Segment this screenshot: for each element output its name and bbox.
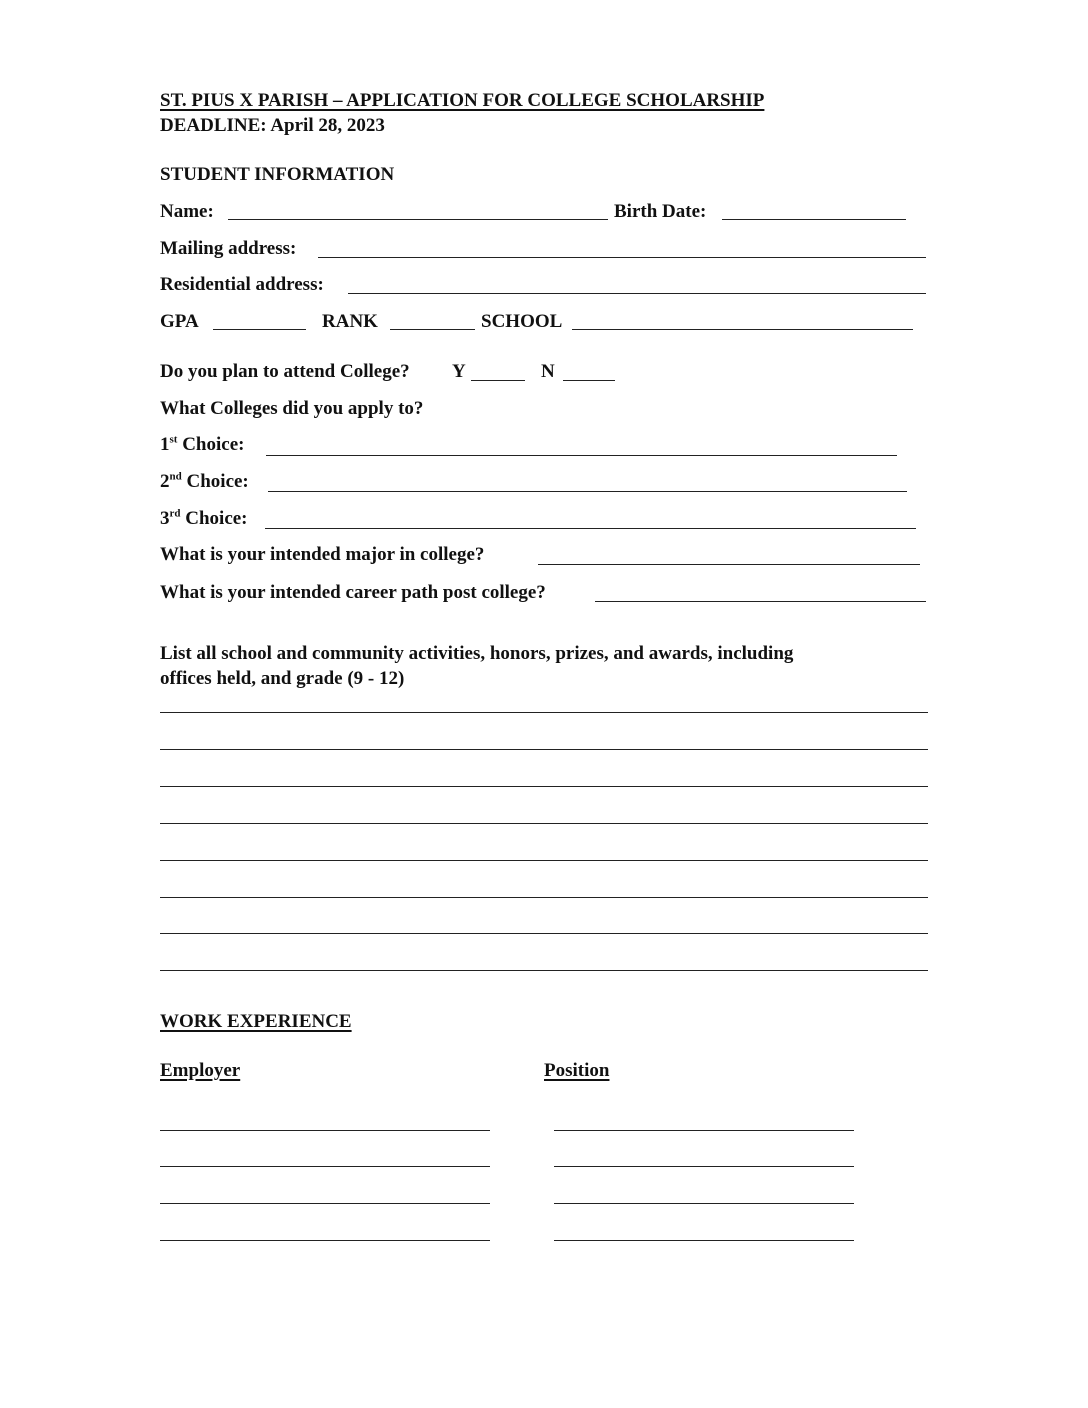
first-choice-field[interactable] bbox=[266, 455, 897, 456]
school-field[interactable] bbox=[572, 329, 913, 330]
birth-date-label: Birth Date: bbox=[614, 201, 707, 222]
colleges-applied-question: What Colleges did you apply to? bbox=[160, 398, 424, 419]
residential-address-field[interactable] bbox=[348, 293, 926, 294]
rank-label: RANK bbox=[322, 311, 378, 332]
major-question: What is your intended major in college? bbox=[160, 544, 485, 565]
mailing-address-field[interactable] bbox=[318, 257, 926, 258]
major-field[interactable] bbox=[538, 564, 920, 565]
activities-prompt-line2: offices held, and grade (9 - 12) bbox=[160, 668, 405, 689]
third-choice-field[interactable] bbox=[265, 528, 916, 529]
activities-line[interactable] bbox=[160, 749, 928, 750]
gpa-field[interactable] bbox=[213, 329, 306, 330]
residential-address-label: Residential address: bbox=[160, 274, 324, 295]
position-line[interactable] bbox=[554, 1166, 854, 1167]
career-question: What is your intended career path post college? bbox=[160, 582, 546, 603]
employer-line[interactable] bbox=[160, 1166, 490, 1167]
activities-line[interactable] bbox=[160, 860, 928, 861]
second-choice-label: 2nd Choice: bbox=[160, 470, 249, 492]
gpa-label: GPA bbox=[160, 311, 199, 332]
activities-line[interactable] bbox=[160, 933, 928, 934]
employer-line[interactable] bbox=[160, 1203, 490, 1204]
third-choice-label: 3rd Choice: bbox=[160, 507, 248, 529]
mailing-address-label: Mailing address: bbox=[160, 238, 297, 259]
attend-college-question: Do you plan to attend College? bbox=[160, 361, 410, 382]
name-field[interactable] bbox=[228, 219, 608, 220]
first-choice-label: 1st Choice: bbox=[160, 433, 245, 455]
activities-line[interactable] bbox=[160, 712, 928, 713]
birth-date-field[interactable] bbox=[722, 219, 906, 220]
school-label: SCHOOL bbox=[481, 311, 563, 332]
activities-line[interactable] bbox=[160, 970, 928, 971]
student-info-heading: STUDENT INFORMATION bbox=[160, 164, 395, 185]
work-experience-heading: WORK EXPERIENCE bbox=[160, 1011, 352, 1032]
activities-prompt-line1: List all school and community activities, honors, prizes, and awards, including bbox=[160, 643, 794, 664]
no-label: N bbox=[541, 361, 555, 382]
yes-label: Y bbox=[452, 361, 466, 382]
position-heading: Position bbox=[544, 1060, 610, 1081]
form-title: ST. PIUS X PARISH – APPLICATION FOR COLLEGE SCHOLARSHIP bbox=[160, 90, 765, 111]
position-line[interactable] bbox=[554, 1240, 854, 1241]
employer-line[interactable] bbox=[160, 1240, 490, 1241]
activities-line[interactable] bbox=[160, 786, 928, 787]
position-line[interactable] bbox=[554, 1203, 854, 1204]
position-line[interactable] bbox=[554, 1130, 854, 1131]
employer-heading: Employer bbox=[160, 1060, 241, 1081]
activities-line[interactable] bbox=[160, 897, 928, 898]
employer-line[interactable] bbox=[160, 1130, 490, 1131]
activities-line[interactable] bbox=[160, 823, 928, 824]
yes-field[interactable] bbox=[471, 380, 525, 381]
career-field[interactable] bbox=[595, 601, 926, 602]
no-field[interactable] bbox=[563, 380, 615, 381]
name-label: Name: bbox=[160, 201, 214, 222]
rank-field[interactable] bbox=[390, 329, 475, 330]
deadline: DEADLINE: April 28, 2023 bbox=[160, 115, 385, 136]
second-choice-field[interactable] bbox=[268, 491, 907, 492]
